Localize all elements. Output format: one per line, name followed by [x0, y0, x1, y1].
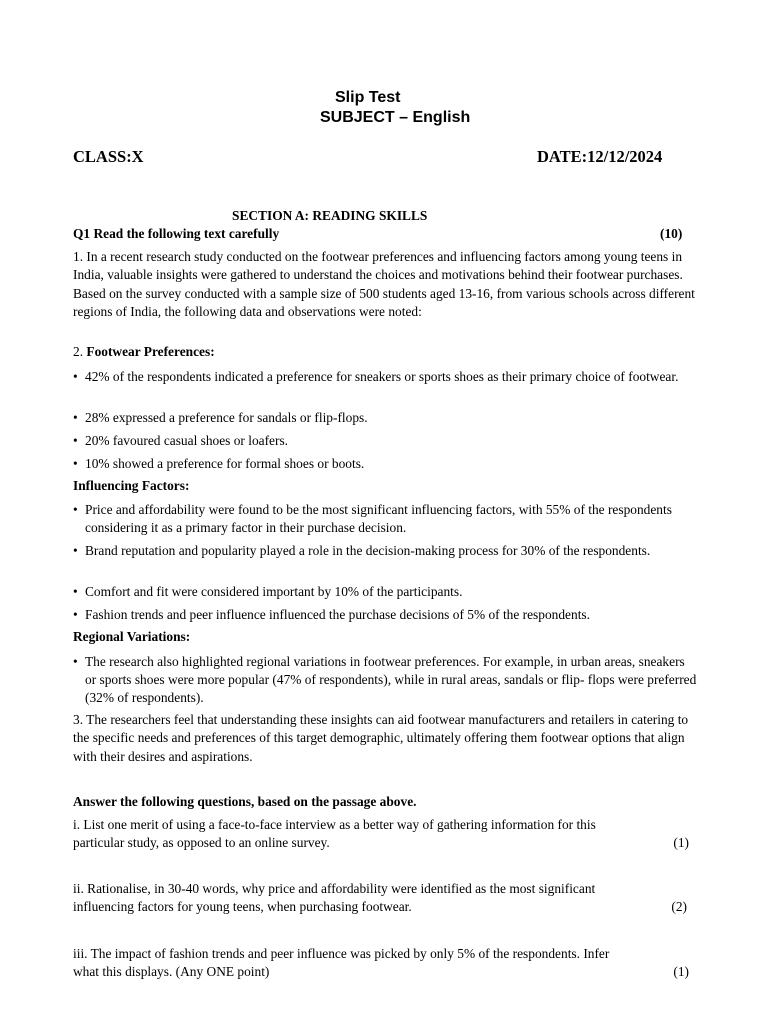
- influencing-heading: Influencing Factors:: [73, 478, 190, 493]
- date-label: DATE:12/12/2024: [537, 147, 663, 166]
- bullet-icon: •: [73, 584, 78, 599]
- questions-instruction: Answer the following questions, based on the passage above.: [73, 794, 417, 809]
- list-item: • 10% showed a preference for formal shoes or boots.: [73, 456, 365, 471]
- list-item: • Comfort and fit were considered important by 10% of the participants.: [73, 584, 463, 599]
- q1-label: Q1 Read the following text carefully: [73, 226, 280, 241]
- class-label: CLASS:X: [73, 147, 144, 166]
- question-iii-marks: (1): [673, 964, 689, 980]
- regional-heading: Regional Variations:: [73, 629, 191, 644]
- list-item: • Fashion trends and peer influence influenced the purchase decisions of 5% of the respondents.: [73, 607, 590, 622]
- q1-marks: (10): [660, 226, 683, 241]
- bullet-icon: •: [73, 433, 78, 448]
- bullet-icon: •: [73, 543, 78, 558]
- question-i-line-2: particular study, as opposed to an online survey.: [73, 835, 330, 851]
- bullet-icon: •: [73, 369, 78, 384]
- question-iii: [73, 945, 689, 982]
- passage-paragraph-1: 1. In a recent research study conducted on the footwear preferences and influencing factors among young teens in India, valuable insights were gathered to understand the choices and motivations behind their footwear purchases. Based on the survey conducted with a sample size of 500 students aged 13-16, from various schools across different regions of India, the following data and observations were noted:: [73, 249, 695, 319]
- paragraph-2-number: 2.: [73, 344, 87, 359]
- question-ii: [73, 880, 689, 917]
- list-item: • Brand reputation and popularity played a role in the decision-making process for 30% of the respondents.: [73, 543, 651, 558]
- section-a-title: SECTION A: READING SKILLS: [232, 208, 428, 223]
- question-i: [73, 816, 689, 853]
- passage-paragraph-3: 3. The researchers feel that understanding these insights can aid footwear manufacturers and retailers in catering to the specific needs and preferences of this target demographic, ultimately offering them footwear options that align with their desires and aspirations.: [73, 712, 689, 764]
- list-item: • Price and affordability were found to be the most significant influencing factors, with 55% of the respondents considering it as a primary factor in their purchase decision.: [73, 502, 672, 535]
- bullet-icon: •: [73, 410, 78, 425]
- list-item: • The research also highlighted regional variations in footwear preferences. For example, in urban areas, sneakers or sports shoes were more popular (47% of respondents), while in rural areas, sandals or flip- flops were preferred (32% of respondents).: [73, 654, 697, 705]
- footwear-heading: Footwear Preferences:: [86, 344, 215, 359]
- list-item: • 42% of the respondents indicated a preference for sneakers or sports shoes as their primary choice of footwear.: [73, 369, 679, 384]
- question-ii-line-2: influencing factors for young teens, when purchasing footwear.: [73, 899, 412, 915]
- question-ii-line-1: ii. Rationalise, in 30-40 words, why price and affordability were identified as the most significant: [73, 881, 596, 896]
- footwear-heading-line: [73, 344, 215, 360]
- list-item: • 20% favoured casual shoes or loafers.: [73, 433, 289, 448]
- subject-title: SUBJECT – English: [320, 109, 471, 126]
- question-ii-marks: (2): [671, 899, 687, 915]
- bullet-icon: •: [73, 456, 78, 471]
- question-iii-line-1: iii. The impact of fashion trends and peer influence was picked by only 5% of the respondents. Infer: [73, 946, 610, 961]
- question-i-line-1: i. List one merit of using a face-to-face interview as a better way of gathering information for this: [73, 817, 596, 832]
- question-iii-line-2: what this displays. (Any ONE point): [73, 964, 270, 980]
- question-i-marks: (1): [673, 835, 689, 851]
- bullet-icon: •: [73, 607, 78, 622]
- bullet-icon: •: [73, 654, 78, 669]
- bullet-icon: •: [73, 502, 78, 517]
- list-item: • 28% expressed a preference for sandals or flip-flops.: [73, 410, 368, 425]
- test-title: Slip Test: [335, 89, 401, 106]
